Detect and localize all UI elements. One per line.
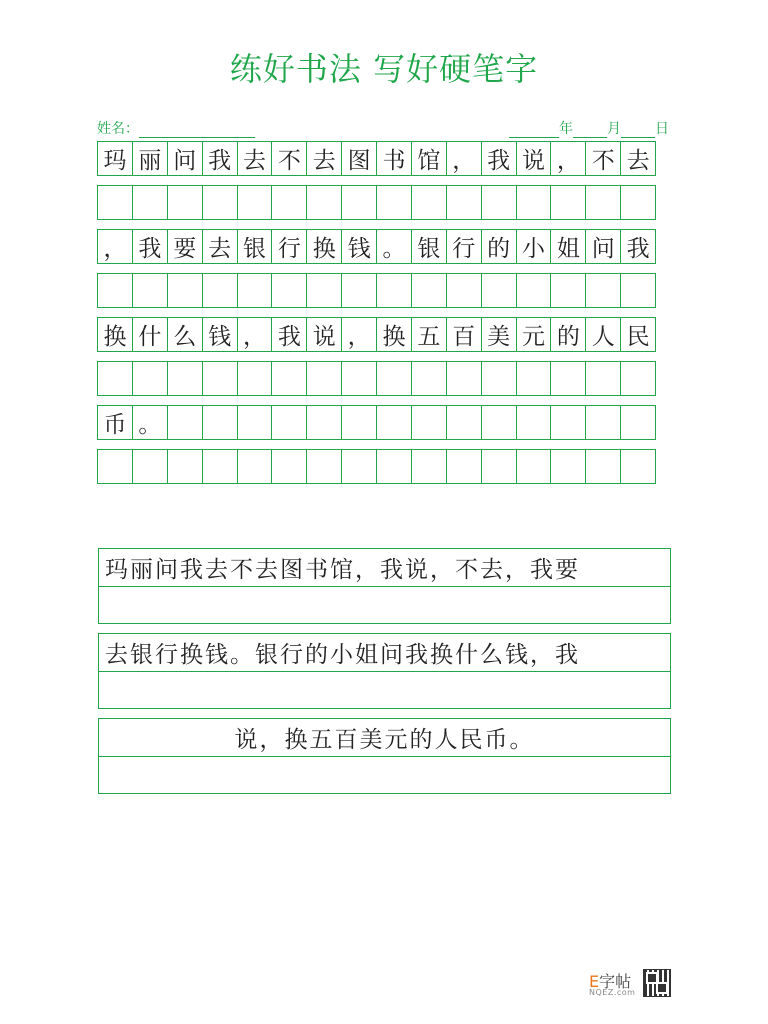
name-blank <box>139 123 255 138</box>
grid-cell <box>411 361 447 396</box>
grid-cell: 我 <box>132 229 168 264</box>
month-label: 月 <box>607 121 621 137</box>
grid-cell: 馆 <box>411 141 447 176</box>
grid-cell <box>620 405 656 440</box>
grid-cell <box>202 449 238 484</box>
grid-cell <box>411 405 447 440</box>
grid-cell: 玛 <box>97 141 133 176</box>
grid-cell <box>167 273 203 308</box>
grid-cell: 不 <box>271 141 307 176</box>
grid-cell <box>585 273 621 308</box>
grid-cell: 我 <box>481 141 517 176</box>
practice-line-box <box>98 548 671 624</box>
grid-cell: 。 <box>132 405 168 440</box>
grid-cell <box>376 449 412 484</box>
grid-cell: 去 <box>202 229 238 264</box>
grid-cell <box>202 185 238 220</box>
grid-cell: ， <box>97 229 133 264</box>
practice-line-text: 玛丽问我去不去图书馆，我说，不去，我要 <box>99 549 670 587</box>
practice-line-text: 去银行换钱。银行的小姐问我换什么钱，我 <box>99 634 670 672</box>
grid-cell <box>376 185 412 220</box>
grid-cell <box>237 361 273 396</box>
grid-cell <box>271 449 307 484</box>
grid-cell <box>446 361 482 396</box>
grid-cell: 币 <box>97 405 133 440</box>
logo-site: NQEZ.com <box>589 988 636 997</box>
grid-cell <box>516 449 552 484</box>
grid-cell <box>411 185 447 220</box>
grid-cell <box>585 449 621 484</box>
grid-cell <box>132 361 168 396</box>
grid-cell <box>481 405 517 440</box>
grid-cell: 去 <box>237 141 273 176</box>
grid-cell <box>481 185 517 220</box>
grid-row <box>97 273 671 308</box>
grid-cell <box>237 405 273 440</box>
grid-cell: 小 <box>516 229 552 264</box>
practice-line-text: 说，换五百美元的人民币。 <box>99 719 670 757</box>
grid-cell <box>271 405 307 440</box>
grid-cell: ， <box>237 317 273 352</box>
grid-cell: 么 <box>167 317 203 352</box>
grid-cell: 元 <box>516 317 552 352</box>
grid-cell: 银 <box>237 229 273 264</box>
site-logo <box>589 969 671 999</box>
grid-cell <box>306 449 342 484</box>
grid-cell: 行 <box>271 229 307 264</box>
grid-row <box>97 229 671 264</box>
grid-cell <box>550 449 586 484</box>
grid-cell <box>202 405 238 440</box>
grid-cell: 人 <box>585 317 621 352</box>
grid-cell <box>516 273 552 308</box>
grid-cell: 的 <box>550 317 586 352</box>
grid-cell <box>446 273 482 308</box>
grid-cell <box>271 273 307 308</box>
grid-cell <box>481 361 517 396</box>
grid-cell: 什 <box>132 317 168 352</box>
grid-cell <box>585 405 621 440</box>
grid-cell: 银 <box>411 229 447 264</box>
grid-row <box>97 317 671 352</box>
grid-cell <box>446 185 482 220</box>
grid-cell <box>446 405 482 440</box>
logo-text: 字帖 <box>599 972 632 991</box>
grid-cell: 钱 <box>341 229 377 264</box>
day-label: 日 <box>655 121 669 137</box>
grid-cell <box>132 449 168 484</box>
grid-cell: 行 <box>446 229 482 264</box>
grid-cell <box>585 185 621 220</box>
grid-cell: 换 <box>376 317 412 352</box>
grid-cell: 图 <box>341 141 377 176</box>
grid-cell: 要 <box>167 229 203 264</box>
logo-e: E <box>589 972 600 991</box>
practice-line-blank <box>99 672 670 708</box>
grid-cell: ， <box>446 141 482 176</box>
grid-cell <box>585 361 621 396</box>
grid-cell: 说 <box>516 141 552 176</box>
grid-cell <box>376 361 412 396</box>
grid-cell: 我 <box>202 141 238 176</box>
grid-cell <box>202 273 238 308</box>
grid-row <box>97 405 671 440</box>
grid-cell <box>97 273 133 308</box>
grid-cell <box>550 273 586 308</box>
grid-cell: 的 <box>481 229 517 264</box>
grid-cell: 去 <box>306 141 342 176</box>
grid-cell: 说 <box>306 317 342 352</box>
grid-cell <box>306 361 342 396</box>
grid-cell: 百 <box>446 317 482 352</box>
grid-cell <box>97 185 133 220</box>
grid-cell <box>237 449 273 484</box>
year-blank <box>509 123 559 138</box>
day-blank <box>621 123 655 138</box>
grid-cell <box>620 185 656 220</box>
grid-row <box>97 141 671 176</box>
grid-cell <box>132 273 168 308</box>
grid-cell <box>481 449 517 484</box>
grid-cell: 。 <box>376 229 412 264</box>
grid-row <box>97 185 671 220</box>
grid-cell <box>341 361 377 396</box>
grid-cell <box>167 185 203 220</box>
page-title: 练好书法 写好硬笔字 <box>229 50 539 88</box>
grid-cell <box>341 449 377 484</box>
practice-line-box <box>98 718 671 794</box>
grid-cell <box>550 361 586 396</box>
name-label: 姓名： <box>97 121 139 137</box>
grid-cell <box>237 273 273 308</box>
practice-line-blank <box>99 587 670 623</box>
grid-cell <box>620 273 656 308</box>
grid-cell <box>167 405 203 440</box>
grid-cell <box>516 185 552 220</box>
grid-cell <box>306 273 342 308</box>
grid-cell: 钱 <box>202 317 238 352</box>
practice-line-box <box>98 633 671 709</box>
grid-cell <box>167 361 203 396</box>
grid-cell <box>167 449 203 484</box>
grid-cell <box>376 405 412 440</box>
grid-cell <box>341 405 377 440</box>
grid-row <box>97 449 671 484</box>
grid-cell: 丽 <box>132 141 168 176</box>
month-blank <box>573 123 607 138</box>
grid-cell: 问 <box>167 141 203 176</box>
grid-cell: 书 <box>376 141 412 176</box>
grid-cell: ， <box>550 141 586 176</box>
grid-cell: 不 <box>585 141 621 176</box>
grid-cell <box>97 361 133 396</box>
grid-cell <box>481 273 517 308</box>
grid-cell: 民 <box>620 317 656 352</box>
grid-cell: 问 <box>585 229 621 264</box>
grid-cell <box>376 273 412 308</box>
grid-cell <box>271 185 307 220</box>
grid-cell <box>237 185 273 220</box>
grid-cell <box>411 273 447 308</box>
grid-cell <box>341 273 377 308</box>
grid-cell: 去 <box>620 141 656 176</box>
grid-cell <box>202 361 238 396</box>
grid-cell <box>550 405 586 440</box>
grid-cell: 换 <box>306 229 342 264</box>
name-field <box>97 118 255 138</box>
grid-cell: 换 <box>97 317 133 352</box>
grid-cell: 美 <box>481 317 517 352</box>
grid-cell <box>620 449 656 484</box>
grid-cell <box>271 361 307 396</box>
grid-cell <box>516 361 552 396</box>
grid-cell <box>341 185 377 220</box>
grid-cell <box>306 405 342 440</box>
grid-cell: 姐 <box>550 229 586 264</box>
practice-line-blank <box>99 757 670 793</box>
qr-code-icon <box>643 969 671 997</box>
grid-cell <box>516 405 552 440</box>
date-field <box>509 118 669 138</box>
grid-cell: 我 <box>620 229 656 264</box>
grid-cell: 我 <box>271 317 307 352</box>
grid-cell <box>97 449 133 484</box>
grid-cell <box>132 185 168 220</box>
grid-cell: ， <box>341 317 377 352</box>
grid-cell <box>306 185 342 220</box>
grid-cell: 五 <box>411 317 447 352</box>
grid-cell <box>411 449 447 484</box>
grid-cell <box>620 361 656 396</box>
year-label: 年 <box>559 121 573 137</box>
grid-row <box>97 361 671 396</box>
grid-cell <box>446 449 482 484</box>
grid-cell <box>550 185 586 220</box>
